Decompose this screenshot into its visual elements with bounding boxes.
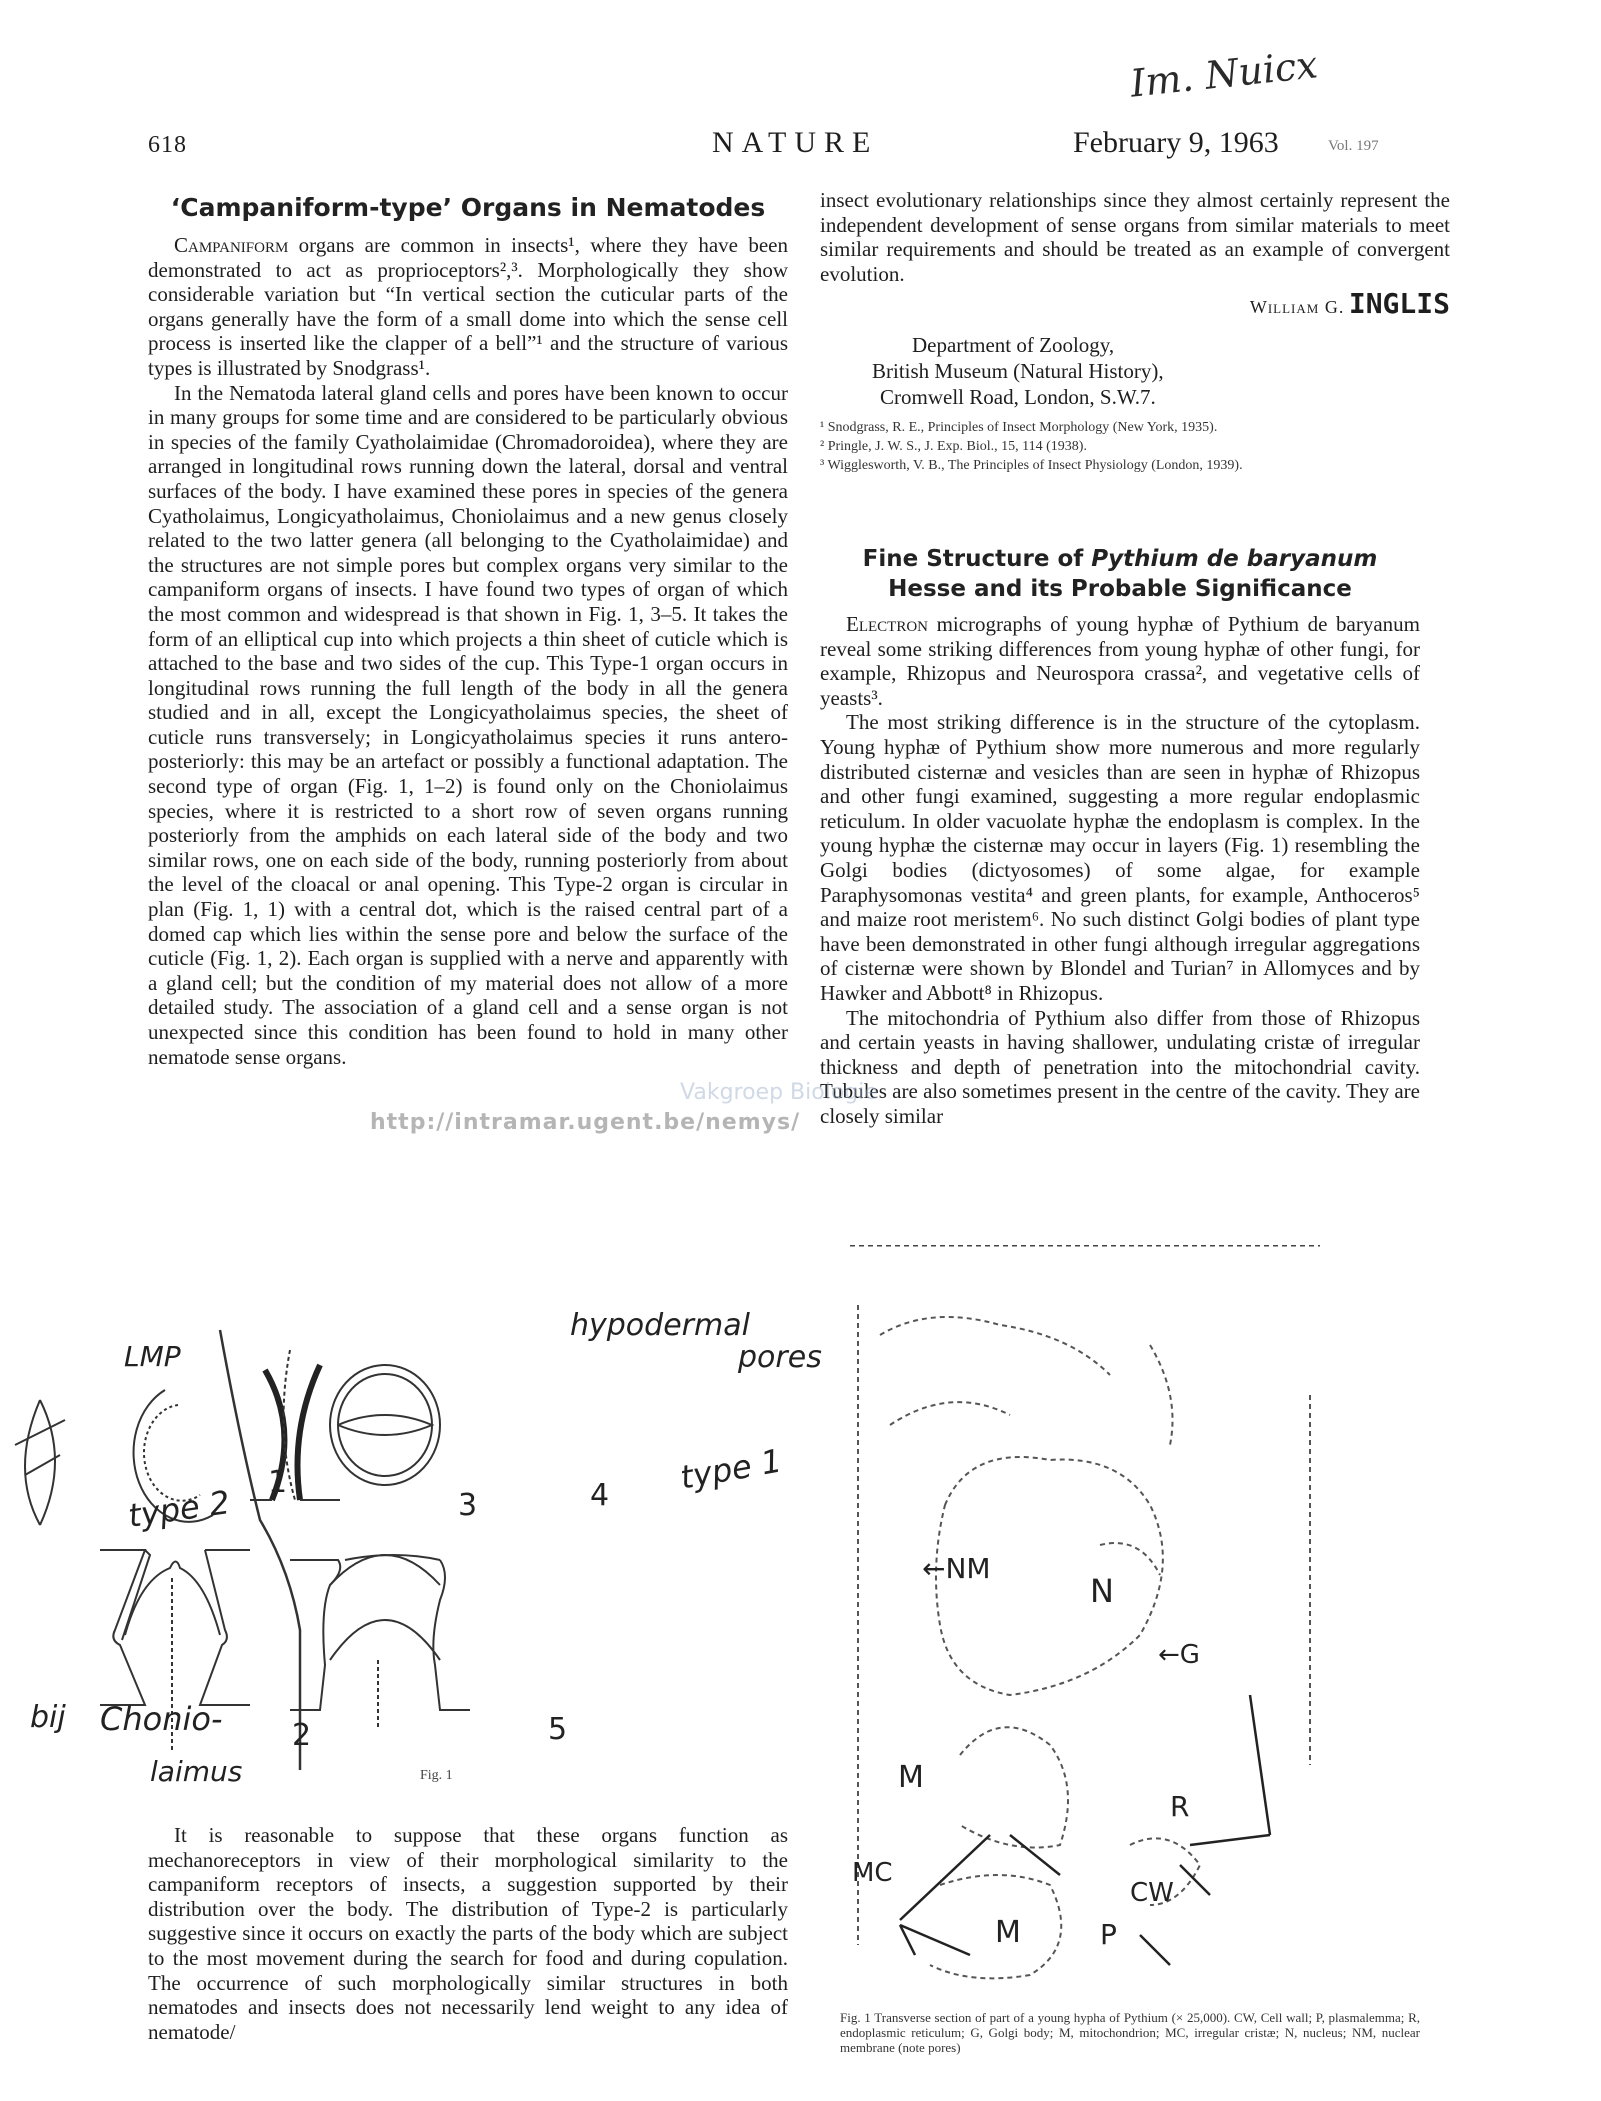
label-p: P [1100,1918,1117,1951]
figure-number-1: 1 [268,1465,288,1500]
author-signature [820,287,1450,321]
figure-number-4: 4 [590,1478,610,1513]
organ-4-drawing [330,1365,440,1485]
label-r: R [1170,1790,1190,1823]
label-m-upper: M [898,1760,924,1795]
page-number: 618 [148,132,187,158]
issue-date: February 9, 1963 [1073,126,1279,159]
article1-paragraph: It is reasonable to suppose that these organs function as mechanoreceptors in view of their morphological similarity to the campaniform receptors of insects, a suggestion supported by their distribution over the body. The distribution of Type-2 is particularly suggestive since it occurs on exactly the parts of the body which are subject to the most movement during the search for food and during copulation. The occurrence of such morphologically similar structures in both nematodes and insects does not necessarily lend weight to any idea of nematode/ [148,1823,788,2044]
volume: Vol. 197 [1328,138,1379,154]
micrograph-caption: Fig. 1 Transverse section of part of a young hypha of Pythium (× 25,000). CW, Cell wall; P, plasmalemma; R, endoplasmic reticulum; G, Golgi body; M, mitochondrion; MC, irregular cristæ; N, nucleus; NM, nuclear membrane (note pores) [840,2010,1420,2055]
label-cw: CW [1130,1878,1174,1908]
references [820,418,1420,475]
reference-item: ³ Wigglesworth, V. B., The Principles of Insect Physiology (London, 1939). [820,457,1243,473]
author-address [820,332,1450,410]
article1-paragraph [148,233,788,381]
annotation-bij: bij [30,1700,66,1735]
address-line: British Museum (Natural History), [872,358,1164,383]
article1-paragraph: insect evolutionary relationships since they almost certainly represent the independent development of sense organs from similar materials to meet similar requirements and should be treated as an example of convergent evolution. [820,188,1450,286]
label-nm: ←NM [922,1552,991,1585]
arrow-mc-upper [1010,1835,1060,1875]
lens-sketch [25,1400,55,1525]
article1-body-top [148,233,788,1069]
article2-paragraph: The mitochondria of Pythium also differ from those of Rhizopus and certain yeasts in having shallower, undulating cristæ of irregular thickness and depth of penetration into the mitochondrial cavity. Tubules are also sometimes present in the centre of the cavity. They are closely similar [820,1005,1420,1128]
watermark-url[interactable]: http://intramar.ugent.be/nemys/ [370,1110,801,1135]
watermark-group: Vakgroep Biologie [680,1080,878,1105]
title-text: Fine Structure of [862,546,1092,572]
organ-5-drawing [290,1555,470,1710]
author-handwritten: INGLIS [1348,287,1450,321]
journal-title: NATURE [712,126,879,159]
arrow-cw [1180,1865,1210,1895]
author-printed: William G. [1249,297,1345,318]
arrow-p [1140,1935,1170,1965]
label-g: ←G [1158,1640,1200,1670]
title-species: Pythium de baryanum [1091,546,1378,572]
annotation-lmp: LMP [124,1340,181,1373]
annotation-chonio: Chonio- [100,1700,223,1738]
mitochondrion-upper [960,1727,1068,1847]
reference-item: ² Pringle, J. W. S., J. Exp. Biol., 15, 114 (1938). [820,438,1087,454]
organ-2-drawing [100,1550,150,1705]
annotation-laimus: laimus [150,1755,243,1788]
article1-paragraph: In the Nematoda lateral gland cells and pores have been known to occur in many groups for some time and are considered to be particularly obvious in species of the family Cyatholaimidae (Chromadoroidea), where they are arranged in longitudinal rows running down the lateral, dorsal and ventral surfaces of the body. I have examined these pores in species of the genera Cyatholaimus, Longicyatholaimus, Choniolaimus and a new genus closely related to the two latter genera (all belonging to the Cyatholaimidae) and the structures are not simple pores but complex organs very similar to the campaniform organs of insects. I have found two types of organ of which the most common and widespread is that shown in Fig. 1, 3–5. It takes the form of an elliptical cup into which projects a thin sheet of cuticle which is attached to the base and two sides of the cup. This Type-1 organ occurs in longitudinal rows running the full length of the body in all the genera studied and in all, except the Longicyatholaimus species, the sheet of cuticle runs transversely; in Longicyatholaimus species it runs antero-posteriorly: this may be an artefact or possibly a functional adaptation. The second type of organ (Fig. 1, 1–2) is found only on the Choniolaimus species, where it is restricted to a short row of seven organs running posteriorly from the amphids on each lateral side of the body and two similar rows, one on each side of the body, running posteriorly from about the level of the cloacal or anal opening. This Type-2 organ is circular in plan (Fig. 1, 1) with a central dot, which is the raised central part of a domed cap which lies within the sense pore and below the surface of the cuticle (Fig. 1, 2). Each organ is supplied with a nerve and apparently with a gland cell; but the condition of my material does not allow of a more detailed study. The association of a gland cell and a sense organ is not unexpected since this condition has been found to hold in many other nematode sense organs. [148,380,788,1069]
handwritten-note: Im. Nuicx [1128,42,1320,106]
article2-paragraph: The most striking difference is in the structure of the cytoplasm. Young hyphæ of Pythium show more numerous and more regularly distributed cisternæ and vesicles than are seen in hyphæ of Rhizopus and other fungi examined, suggesting a more regular endoplasmic reticulum. In older vacuolate hyphæ the endoplasm is complex. In the young hyphæ the cisternæ may occur in layers (Fig. 1) resembling the Golgi bodies (dictyosomes) of some algae, for example Paraphysomonas vestita⁴ and green plants, for example, Anthoceros⁵ and maize root meristem⁶. No such distinct Golgi bodies of plant type have been demonstrated in other fungi although irregular aggregations of cisternæ were shown by Blondel and Turian⁷ in Allomyces and by Hawker and Abbott⁸ in Rhizopus. [820,710,1420,1005]
drop-lead: Electron [846,612,928,636]
article1-body-bottom [148,1823,788,2044]
arrow-r [1190,1835,1270,1845]
annotation-hypodermal: hypodermal [570,1308,750,1343]
article2-body [820,612,1420,1128]
figure-number-2: 2 [292,1718,312,1753]
paragraph-text: organs are common in insects¹, where they have been demonstrated to act as proprioceptors²,³. Morphologically they show considerable variation but “In vertical section the cuticular parts of the organs generally have the form of a small dome into which the sense cell process is inserted like the clapper of a bell”¹ and the structure of various types is illustrated by Snodgrass¹. [148,233,788,380]
address-line: Department of Zoology, [912,332,1115,357]
label-m-lower: M [995,1915,1021,1950]
drop-lead: Campaniform [174,233,289,257]
figure-number-3: 3 [458,1488,478,1523]
article1-continuation [820,188,1450,475]
title-text: Hesse and its Probable Significance [888,576,1352,602]
figure-number-5: 5 [548,1712,568,1747]
figure-caption-left: Fig. 1 [420,1768,453,1783]
article1-title: ‘Campaniform-type’ Organs in Nematodes [170,193,766,222]
annotation-pores: pores [738,1340,822,1375]
label-n: N [1090,1572,1114,1610]
annotation-type2: type 2 [125,1483,233,1535]
article2-paragraph [820,612,1420,710]
paragraph-text: micrographs of young hyphæ of Pythium de baryanum reveal some striking differences from young hyphæ of other fungi, for example, Rhizopus and Neurospora crassa², and vegetative cells of yeasts³. [820,612,1420,710]
article2-title [820,544,1420,604]
reference-item: ¹ Snodgrass, R. E., Principles of Insect Morphology (New York, 1935). [820,419,1218,435]
annotation-type1: type 1 [677,1441,785,1497]
label-mc: MC [852,1858,893,1888]
address-line: Cromwell Road, London, S.W.7. [880,384,1156,409]
